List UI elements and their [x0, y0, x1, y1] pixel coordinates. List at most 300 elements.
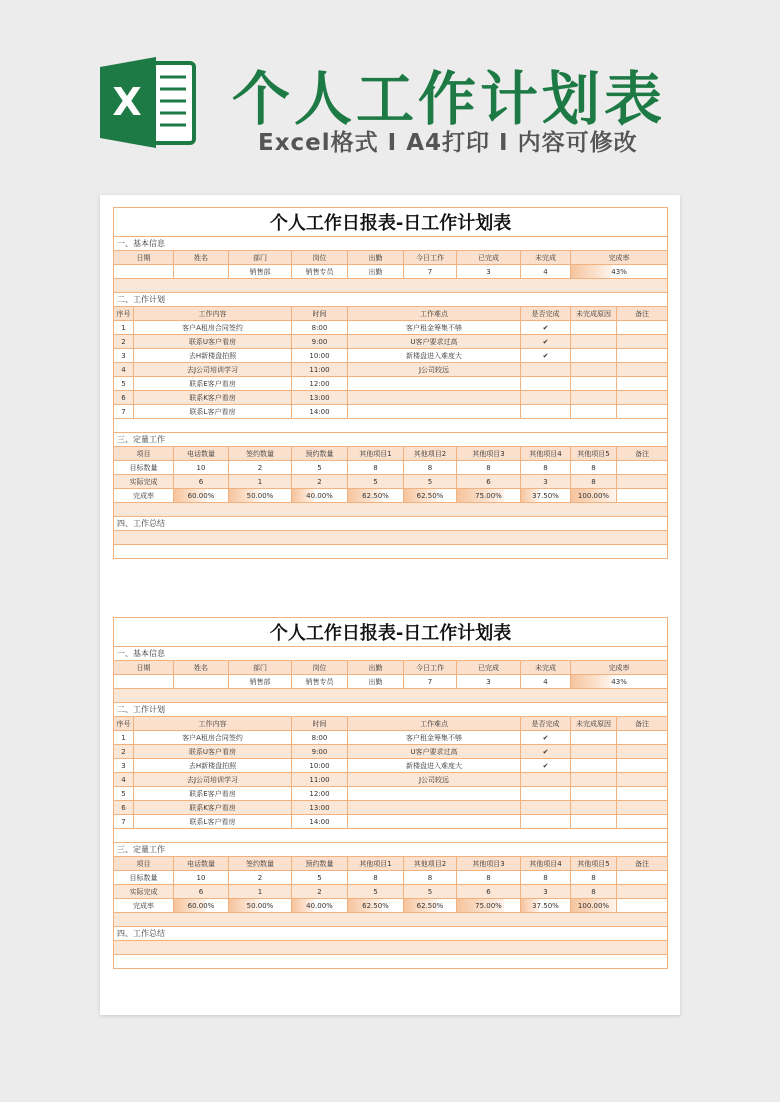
basic-value-cell — [174, 675, 229, 689]
plan-header-cell: 备注 — [617, 307, 668, 321]
plan-cell — [571, 349, 617, 363]
plan-cell: 6 — [114, 391, 134, 405]
plan-cell: U客户要求过高 — [348, 745, 521, 759]
quant-header-cell: 预约数量 — [292, 857, 348, 871]
plan-header-cell: 序号 — [114, 717, 134, 731]
daily-plan-table — [113, 207, 668, 559]
quant-rate-value: 62.50% — [416, 901, 444, 910]
quant-rate-label: 完成率 — [114, 899, 174, 913]
plan-cell: 12:00 — [292, 787, 348, 801]
work-plan-header-row — [114, 307, 668, 321]
plan-header-cell: 未完成原因 — [571, 307, 617, 321]
quant-header-cell: 其他项目2 — [404, 447, 457, 461]
plan-cell — [617, 745, 668, 759]
plan-header-cell: 工作难点 — [348, 717, 521, 731]
plan-header-cell: 未完成原因 — [571, 717, 617, 731]
page-subtitle: Excel格式 I A4打印 I 内容可修改 — [258, 130, 638, 156]
basic-header-cell: 姓名 — [174, 251, 229, 265]
completion-rate-cell — [571, 675, 668, 689]
quant-actual-cell: 1 — [229, 475, 292, 489]
plan-cell: ✔ — [521, 349, 571, 363]
plan-cell — [348, 801, 521, 815]
basic-header-cell: 未完成 — [521, 251, 571, 265]
plan-cell: 13:00 — [292, 391, 348, 405]
quant-target-cell: 2 — [229, 461, 292, 475]
quant-header-cell: 其他项目5 — [571, 857, 617, 871]
plan-cell — [521, 405, 571, 419]
basic-value-cell: 出勤 — [348, 675, 404, 689]
plan-cell — [571, 759, 617, 773]
plan-cell: 联系L客户看房 — [134, 815, 292, 829]
spacer-row — [114, 689, 668, 703]
plan-row — [114, 321, 668, 335]
basic-header-cell: 今日工作 — [404, 661, 457, 675]
quant-header-cell: 其他项目1 — [348, 447, 404, 461]
plan-cell — [617, 349, 668, 363]
quant-target-cell — [617, 871, 668, 885]
quant-target-cell: 8 — [571, 461, 617, 475]
summary-row — [114, 531, 668, 545]
basic-header-cell: 未完成 — [521, 661, 571, 675]
quant-rate-value: 37.50% — [532, 491, 559, 500]
quant-rate-cell — [229, 489, 292, 503]
plan-row — [114, 773, 668, 787]
quant-rate-cell — [174, 489, 229, 503]
plan-header-cell: 备注 — [617, 717, 668, 731]
plan-cell: 联系L客户看房 — [134, 405, 292, 419]
quant-header-cell: 电话数量 — [174, 857, 229, 871]
plan-cell: 2 — [114, 335, 134, 349]
quant-rate-cell — [404, 899, 457, 913]
plan-cell — [521, 787, 571, 801]
quant-actual-cell: 6 — [174, 475, 229, 489]
quant-rate-value: 50.00% — [246, 491, 274, 500]
plan-row — [114, 377, 668, 391]
basic-header-cell: 已完成 — [457, 661, 521, 675]
plan-cell — [571, 335, 617, 349]
plan-row — [114, 349, 668, 363]
plan-cell: J公司较远 — [348, 363, 521, 377]
plan-cell — [571, 773, 617, 787]
basic-value-cell: 出勤 — [348, 265, 404, 279]
basic-header-cell: 姓名 — [174, 661, 229, 675]
basic-header-cell: 今日工作 — [404, 251, 457, 265]
quant-rate-value: 37.50% — [532, 901, 559, 910]
basic-value-cell: 4 — [521, 265, 571, 279]
basic-value-cell: 4 — [521, 675, 571, 689]
quant-header-row — [114, 857, 668, 871]
basic-header-cell: 出勤 — [348, 251, 404, 265]
quant-rate-value: 75.00% — [475, 901, 502, 910]
quant-actual-cell — [617, 475, 668, 489]
basic-value-cell: 销售专员 — [292, 675, 348, 689]
basic-header-cell: 完成率 — [571, 251, 668, 265]
quant-header-cell: 签约数量 — [229, 447, 292, 461]
quant-rate-note — [617, 489, 668, 503]
quant-rate-value: 60.00% — [187, 491, 215, 500]
completion-rate-value: 43% — [611, 267, 627, 276]
plan-cell: 1 — [114, 731, 134, 745]
plan-cell: 8:00 — [292, 731, 348, 745]
section-basic-info: 一、基本信息 — [114, 237, 668, 251]
plan-cell: 3 — [114, 759, 134, 773]
plan-cell: 联系K客户看房 — [134, 391, 292, 405]
basic-header-cell: 岗位 — [292, 661, 348, 675]
quant-rate-cell — [521, 899, 571, 913]
plan-cell — [571, 787, 617, 801]
plan-row — [114, 801, 668, 815]
plan-cell — [348, 787, 521, 801]
plan-cell: 5 — [114, 787, 134, 801]
plan-cell: 14:00 — [292, 405, 348, 419]
completion-rate-cell — [571, 265, 668, 279]
quant-target-cell: 10 — [174, 871, 229, 885]
quant-header-cell: 备注 — [617, 857, 668, 871]
quant-header-cell: 其他项目3 — [457, 447, 521, 461]
plan-cell — [521, 377, 571, 391]
quant-rate-value: 62.50% — [416, 491, 444, 500]
completion-rate-bar — [571, 675, 612, 688]
plan-cell: 联系U客户看房 — [134, 745, 292, 759]
basic-header-cell: 完成率 — [571, 661, 668, 675]
basic-header-cell: 已完成 — [457, 251, 521, 265]
plan-header-cell: 工作内容 — [134, 717, 292, 731]
quant-rate-cell — [229, 899, 292, 913]
quant-rate-cell — [457, 899, 521, 913]
plan-cell — [617, 801, 668, 815]
quant-header-cell: 签约数量 — [229, 857, 292, 871]
basic-header-cell: 岗位 — [292, 251, 348, 265]
quant-target-cell: 8 — [404, 871, 457, 885]
basic-value-cell — [114, 265, 174, 279]
quant-actual-cell: 8 — [571, 885, 617, 899]
plan-cell — [571, 321, 617, 335]
quant-rate-value: 40.00% — [306, 901, 333, 910]
plan-cell — [571, 377, 617, 391]
svg-text:X: X — [112, 80, 142, 124]
plan-cell: 11:00 — [292, 363, 348, 377]
plan-header-cell: 时间 — [292, 717, 348, 731]
quant-actual-cell: 5 — [348, 475, 404, 489]
quant-rate-value: 40.00% — [306, 491, 333, 500]
quant-header-cell: 其他项目4 — [521, 447, 571, 461]
summary-row — [114, 955, 668, 969]
quant-header-row — [114, 447, 668, 461]
quant-header-cell: 预约数量 — [292, 447, 348, 461]
plan-cell — [521, 773, 571, 787]
plan-cell: 客户A租房合同签约 — [134, 731, 292, 745]
plan-cell: 2 — [114, 745, 134, 759]
quant-rate-cell — [571, 899, 617, 913]
basic-header-cell: 日期 — [114, 251, 174, 265]
quant-actual-cell: 2 — [292, 475, 348, 489]
quant-header-cell: 电话数量 — [174, 447, 229, 461]
plan-cell — [617, 815, 668, 829]
plan-header-cell: 工作内容 — [134, 307, 292, 321]
plan-cell — [348, 405, 521, 419]
plan-header-cell: 时间 — [292, 307, 348, 321]
quant-actual-cell: 6 — [174, 885, 229, 899]
basic-info-value-row — [114, 675, 668, 689]
quant-rate-cell — [457, 489, 521, 503]
section-work-summary: 四、工作总结 — [114, 927, 668, 941]
quant-rate-value: 100.00% — [577, 901, 610, 910]
plan-cell: 7 — [114, 405, 134, 419]
plan-cell: 联系E客户看房 — [134, 377, 292, 391]
spacer-row — [114, 913, 668, 927]
quant-actual-cell: 3 — [521, 885, 571, 899]
basic-value-cell: 销售专员 — [292, 265, 348, 279]
plan-cell: 13:00 — [292, 801, 348, 815]
section-basic-info: 一、基本信息 — [114, 647, 668, 661]
plan-cell — [617, 335, 668, 349]
plan-cell: 客户A租房合同签约 — [134, 321, 292, 335]
plan-cell — [571, 363, 617, 377]
plan-cell — [571, 815, 617, 829]
plan-cell: 10:00 — [292, 759, 348, 773]
quant-rate-cell — [292, 489, 348, 503]
quant-actual-cell: 2 — [292, 885, 348, 899]
quant-actual-cell: 5 — [404, 475, 457, 489]
quant-actual-cell: 6 — [457, 475, 521, 489]
quant-rate-value: 62.50% — [362, 901, 389, 910]
quant-target-cell: 8 — [521, 461, 571, 475]
quant-target-cell: 8 — [457, 871, 521, 885]
plan-cell — [617, 759, 668, 773]
plan-row — [114, 405, 668, 419]
plan-cell — [348, 815, 521, 829]
basic-value-cell: 3 — [457, 675, 521, 689]
quant-rate-cell — [521, 489, 571, 503]
plan-cell — [571, 745, 617, 759]
plan-cell — [521, 801, 571, 815]
worksheet-copy-2 — [113, 617, 667, 969]
header-banner — [0, 0, 780, 190]
quant-header-cell: 备注 — [617, 447, 668, 461]
plan-cell: 3 — [114, 349, 134, 363]
plan-row — [114, 363, 668, 377]
quant-rate-cell — [404, 489, 457, 503]
plan-header-cell: 是否完成 — [521, 307, 571, 321]
basic-info-header-row — [114, 251, 668, 265]
quant-rate-value: 50.00% — [246, 901, 274, 910]
plan-cell — [348, 391, 521, 405]
basic-header-cell: 出勤 — [348, 661, 404, 675]
quant-header-cell: 项目 — [114, 447, 174, 461]
plan-row — [114, 391, 668, 405]
quant-target-cell: 目标数量 — [114, 871, 174, 885]
plan-cell: U客户要求过高 — [348, 335, 521, 349]
quant-header-cell: 其他项目2 — [404, 857, 457, 871]
quant-target-cell — [617, 461, 668, 475]
plan-cell — [348, 377, 521, 391]
quant-rate-cell — [348, 489, 404, 503]
plan-cell — [617, 773, 668, 787]
sheet-title: 个人工作日报表-日工作计划表 — [114, 208, 668, 237]
quant-rate-cell — [348, 899, 404, 913]
quant-actual-row — [114, 475, 668, 489]
plan-cell: ✔ — [521, 731, 571, 745]
plan-cell — [571, 391, 617, 405]
section-work-plan: 二、工作计划 — [114, 703, 668, 717]
quant-target-cell: 8 — [521, 871, 571, 885]
plan-cell: 联系U客户看房 — [134, 335, 292, 349]
quant-rate-row — [114, 489, 668, 503]
plan-cell — [571, 731, 617, 745]
plan-cell — [521, 391, 571, 405]
excel-logo-icon — [100, 55, 200, 150]
plan-cell: 1 — [114, 321, 134, 335]
basic-value-cell: 3 — [457, 265, 521, 279]
quant-rate-cell — [174, 899, 229, 913]
plan-cell: 12:00 — [292, 377, 348, 391]
plan-cell: 联系E客户看房 — [134, 787, 292, 801]
sheet-title: 个人工作日报表-日工作计划表 — [114, 618, 668, 647]
quant-rate-note — [617, 899, 668, 913]
basic-header-cell: 日期 — [114, 661, 174, 675]
work-plan-header-row — [114, 717, 668, 731]
basic-info-value-row — [114, 265, 668, 279]
plan-cell — [617, 363, 668, 377]
plan-cell — [521, 815, 571, 829]
quant-target-cell: 8 — [571, 871, 617, 885]
spacer-row — [114, 829, 668, 843]
quant-actual-cell: 实际完成 — [114, 475, 174, 489]
quant-target-cell: 8 — [348, 461, 404, 475]
plan-cell: 新楼盘进入难度大 — [348, 349, 521, 363]
plan-cell: 去J公司培训学习 — [134, 773, 292, 787]
plan-row — [114, 815, 668, 829]
quant-target-cell: 8 — [404, 461, 457, 475]
quant-header-cell: 其他项目4 — [521, 857, 571, 871]
quant-target-cell: 10 — [174, 461, 229, 475]
completion-rate-bar — [571, 265, 612, 278]
plan-cell: ✔ — [521, 745, 571, 759]
plan-cell: 去J公司培训学习 — [134, 363, 292, 377]
plan-cell — [617, 787, 668, 801]
plan-cell: 去H新楼盘拍照 — [134, 349, 292, 363]
quant-rate-cell — [292, 899, 348, 913]
plan-cell: 4 — [114, 773, 134, 787]
quant-rate-row — [114, 899, 668, 913]
basic-header-cell: 部门 — [229, 661, 292, 675]
quant-actual-cell: 1 — [229, 885, 292, 899]
quant-target-cell: 2 — [229, 871, 292, 885]
spacer-row — [114, 279, 668, 293]
plan-cell: 5 — [114, 377, 134, 391]
plan-header-cell: 是否完成 — [521, 717, 571, 731]
plan-cell: 4 — [114, 363, 134, 377]
quant-header-cell: 其他项目3 — [457, 857, 521, 871]
quant-target-cell: 目标数量 — [114, 461, 174, 475]
summary-row — [114, 941, 668, 955]
quant-header-cell: 项目 — [114, 857, 174, 871]
quant-header-cell: 其他项目5 — [571, 447, 617, 461]
plan-row — [114, 787, 668, 801]
basic-value-cell — [174, 265, 229, 279]
plan-cell: 联系K客户看房 — [134, 801, 292, 815]
quant-target-cell: 8 — [457, 461, 521, 475]
quant-rate-label: 完成率 — [114, 489, 174, 503]
plan-cell: 7 — [114, 815, 134, 829]
plan-header-cell: 工作难点 — [348, 307, 521, 321]
quant-rate-cell — [571, 489, 617, 503]
plan-cell: 10:00 — [292, 349, 348, 363]
quant-target-cell: 5 — [292, 461, 348, 475]
quant-target-cell: 8 — [348, 871, 404, 885]
section-work-summary: 四、工作总结 — [114, 517, 668, 531]
plan-cell: 8:00 — [292, 321, 348, 335]
plan-cell — [571, 405, 617, 419]
spacer-row — [114, 503, 668, 517]
quant-actual-cell: 3 — [521, 475, 571, 489]
spacer-row — [114, 419, 668, 433]
basic-value-cell: 销售部 — [229, 265, 292, 279]
plan-cell: 去H新楼盘拍照 — [134, 759, 292, 773]
plan-cell: 14:00 — [292, 815, 348, 829]
quant-rate-value: 62.50% — [362, 491, 389, 500]
summary-row — [114, 545, 668, 559]
quant-actual-cell — [617, 885, 668, 899]
plan-cell: 新楼盘进入难度大 — [348, 759, 521, 773]
quant-actual-cell: 8 — [571, 475, 617, 489]
section-quantitative-work: 三、定量工作 — [114, 843, 668, 857]
quant-actual-row — [114, 885, 668, 899]
plan-cell: 11:00 — [292, 773, 348, 787]
plan-cell: 客户租金筹集不够 — [348, 731, 521, 745]
plan-cell — [617, 731, 668, 745]
plan-row — [114, 335, 668, 349]
completion-rate-value: 43% — [611, 677, 627, 686]
quant-target-cell: 5 — [292, 871, 348, 885]
section-quantitative-work: 三、定量工作 — [114, 433, 668, 447]
page-title: 个人工作计划表 — [232, 65, 667, 133]
plan-cell — [617, 405, 668, 419]
plan-cell — [521, 363, 571, 377]
plan-cell — [617, 321, 668, 335]
quant-rate-value: 75.00% — [475, 491, 502, 500]
basic-value-cell: 7 — [404, 265, 457, 279]
plan-cell — [571, 801, 617, 815]
plan-cell: ✔ — [521, 335, 571, 349]
plan-row — [114, 745, 668, 759]
plan-cell — [617, 377, 668, 391]
section-work-plan: 二、工作计划 — [114, 293, 668, 307]
basic-info-header-row — [114, 661, 668, 675]
basic-value-cell — [114, 675, 174, 689]
basic-value-cell: 销售部 — [229, 675, 292, 689]
plan-header-cell: 序号 — [114, 307, 134, 321]
worksheet-paper — [100, 195, 680, 1015]
basic-value-cell: 7 — [404, 675, 457, 689]
quant-rate-value: 100.00% — [577, 491, 610, 500]
quant-actual-cell: 5 — [404, 885, 457, 899]
basic-header-cell: 部门 — [229, 251, 292, 265]
plan-cell: J公司较远 — [348, 773, 521, 787]
daily-plan-table — [113, 617, 668, 969]
quant-actual-cell: 5 — [348, 885, 404, 899]
plan-cell: 客户租金筹集不够 — [348, 321, 521, 335]
quant-rate-value: 60.00% — [187, 901, 215, 910]
plan-cell: ✔ — [521, 759, 571, 773]
plan-cell: 9:00 — [292, 745, 348, 759]
quant-target-row — [114, 871, 668, 885]
plan-row — [114, 731, 668, 745]
plan-cell: 9:00 — [292, 335, 348, 349]
plan-row — [114, 759, 668, 773]
quant-header-cell: 其他项目1 — [348, 857, 404, 871]
quant-target-row — [114, 461, 668, 475]
